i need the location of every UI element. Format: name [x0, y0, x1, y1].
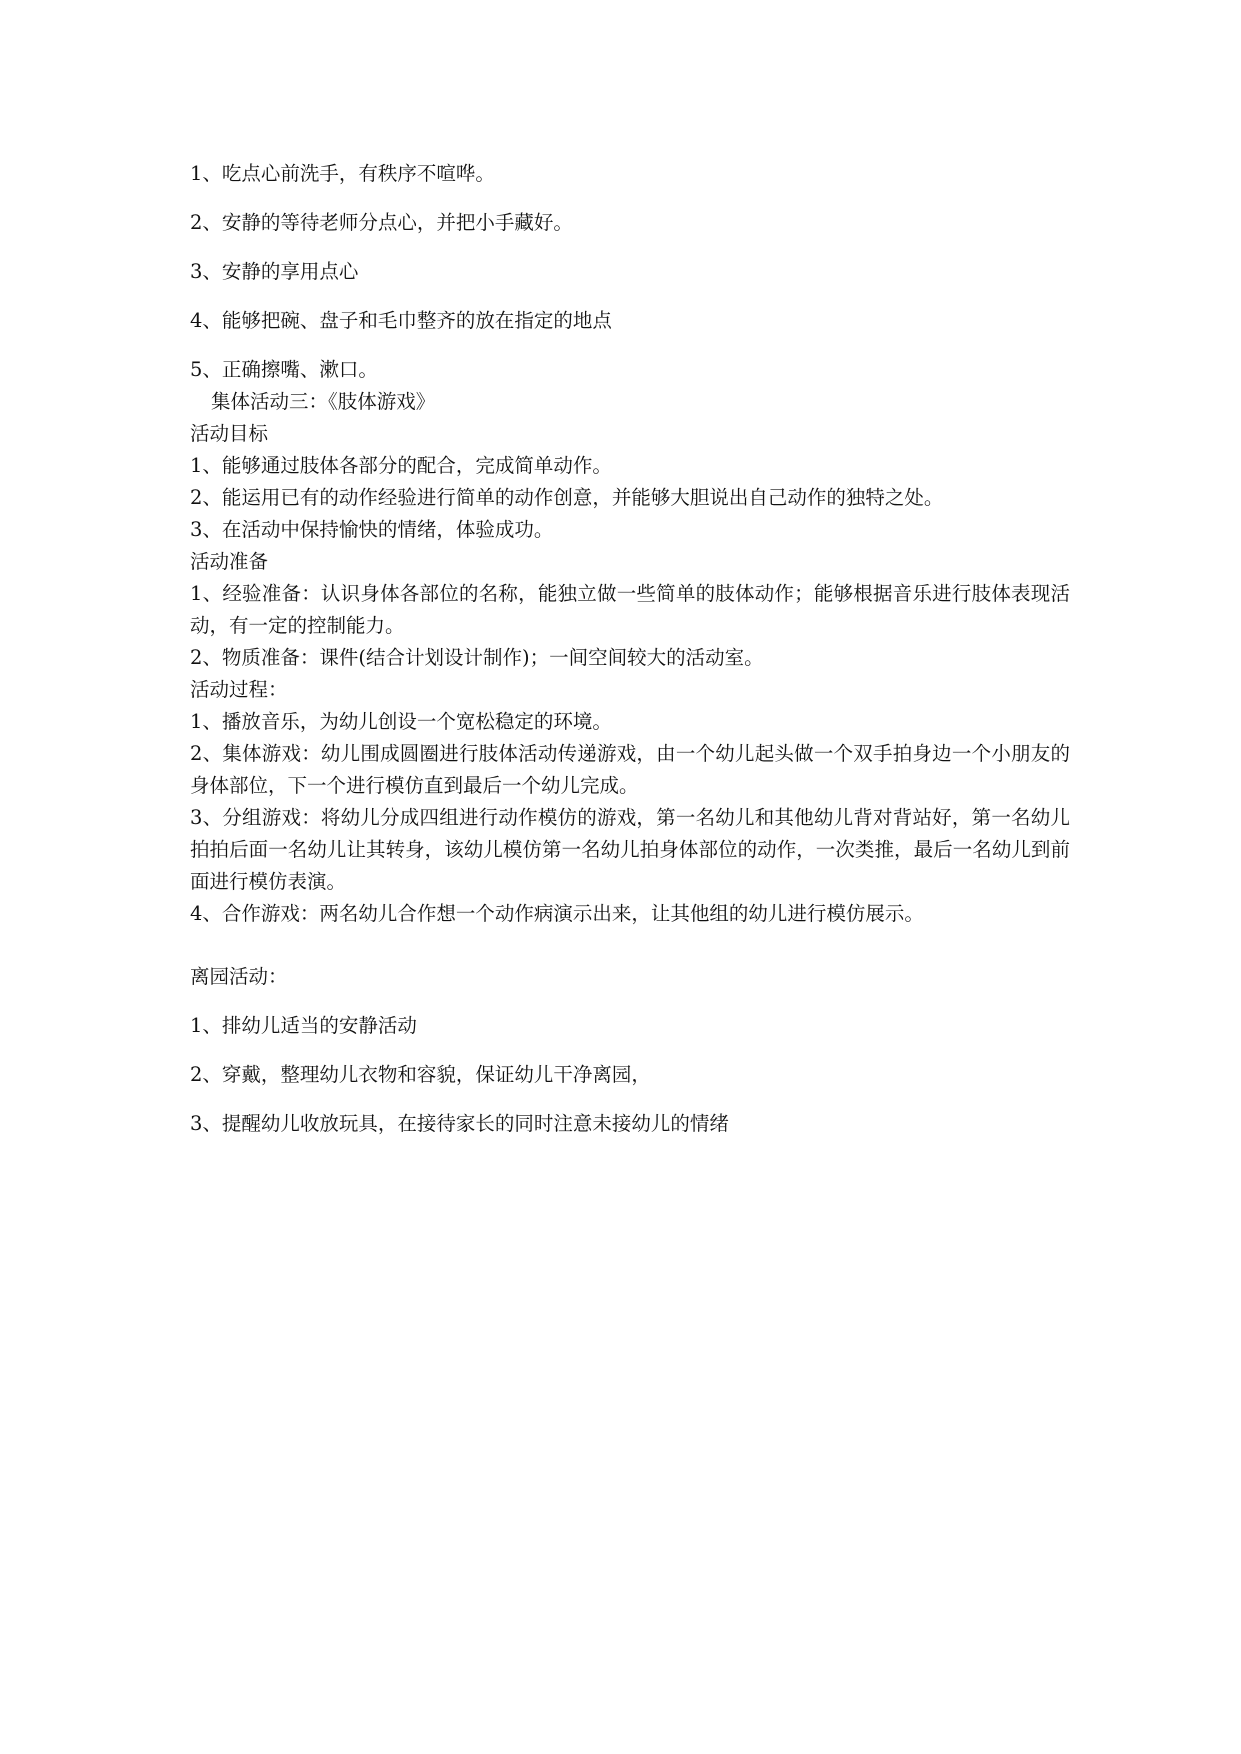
- document-body: [190, 158, 1070, 1140]
- leaving-item-1: 1、排幼儿适当的安静活动: [190, 1014, 417, 1037]
- process-heading: 活动过程：: [190, 678, 288, 701]
- activity-section: [190, 386, 1070, 930]
- snack-step-4: 4、能够把碗、盘子和毛巾整齐的放在指定的地点: [190, 309, 612, 332]
- goal-item: 2、能运用已有的动作经验进行简单的动作创意，并能够大胆说出自己动作的独特之处。: [190, 486, 944, 509]
- snack-step-3: 3、安静的享用点心: [190, 260, 359, 283]
- snack-step-1: 1、吃点心前洗手，有秩序不喧哗。: [190, 162, 495, 185]
- process-item: 4、合作游戏：两名幼儿合作想一个动作病演示出来，让其他组的幼儿进行模仿展示。: [190, 902, 924, 925]
- goal-item: 3、在活动中保持愉快的情绪，体验成功。: [190, 518, 554, 541]
- snack-step-2: 2、安静的等待老师分点心，并把小手藏好。: [190, 211, 573, 234]
- prep-item: 2、物质准备：课件(结合计划设计制作)；一间空间较大的活动室。: [190, 646, 764, 669]
- process-item: 3、分组游戏：将幼儿分成四组进行动作模仿的游戏，第一名幼儿和其他幼儿背对背站好，第一名幼儿拍拍后面一名幼儿让其转身，该幼儿模仿第一名幼儿拍身体部位的动作，一次类推，最后一名幼儿到前面进行模仿表演。: [190, 806, 1070, 893]
- prep-item: 1、经验准备：认识身体各部位的名称，能独立做一些简单的肢体动作；能够根据音乐进行肢体表现活动，有一定的控制能力。: [190, 582, 1070, 637]
- process-item: 1、播放音乐，为幼儿创设一个宽松稳定的环境。: [190, 710, 612, 733]
- leaving-heading: 离园活动：: [190, 965, 288, 988]
- activity-title: 集体活动三：《肢体游戏》: [211, 390, 436, 413]
- process-item: 2、集体游戏：幼儿围成圆圈进行肢体活动传递游戏，由一个幼儿起头做一个双手拍身边一个小朋友的身体部位，下一个进行模仿直到最后一个幼儿完成。: [190, 742, 1070, 797]
- snack-step-5: 5、正确擦嘴、漱口。: [190, 358, 378, 381]
- goals-heading: 活动目标: [190, 422, 269, 445]
- leaving-item-3: 3、提醒幼儿收放玩具，在接待家长的同时注意未接幼儿的情绪: [190, 1112, 729, 1135]
- prep-heading: 活动准备: [190, 550, 269, 573]
- goal-item: 1、能够通过肢体各部分的配合，完成简单动作。: [190, 454, 612, 477]
- leaving-item-2: 2、穿戴，整理幼儿衣物和容貌，保证幼儿干净离园，: [190, 1063, 651, 1086]
